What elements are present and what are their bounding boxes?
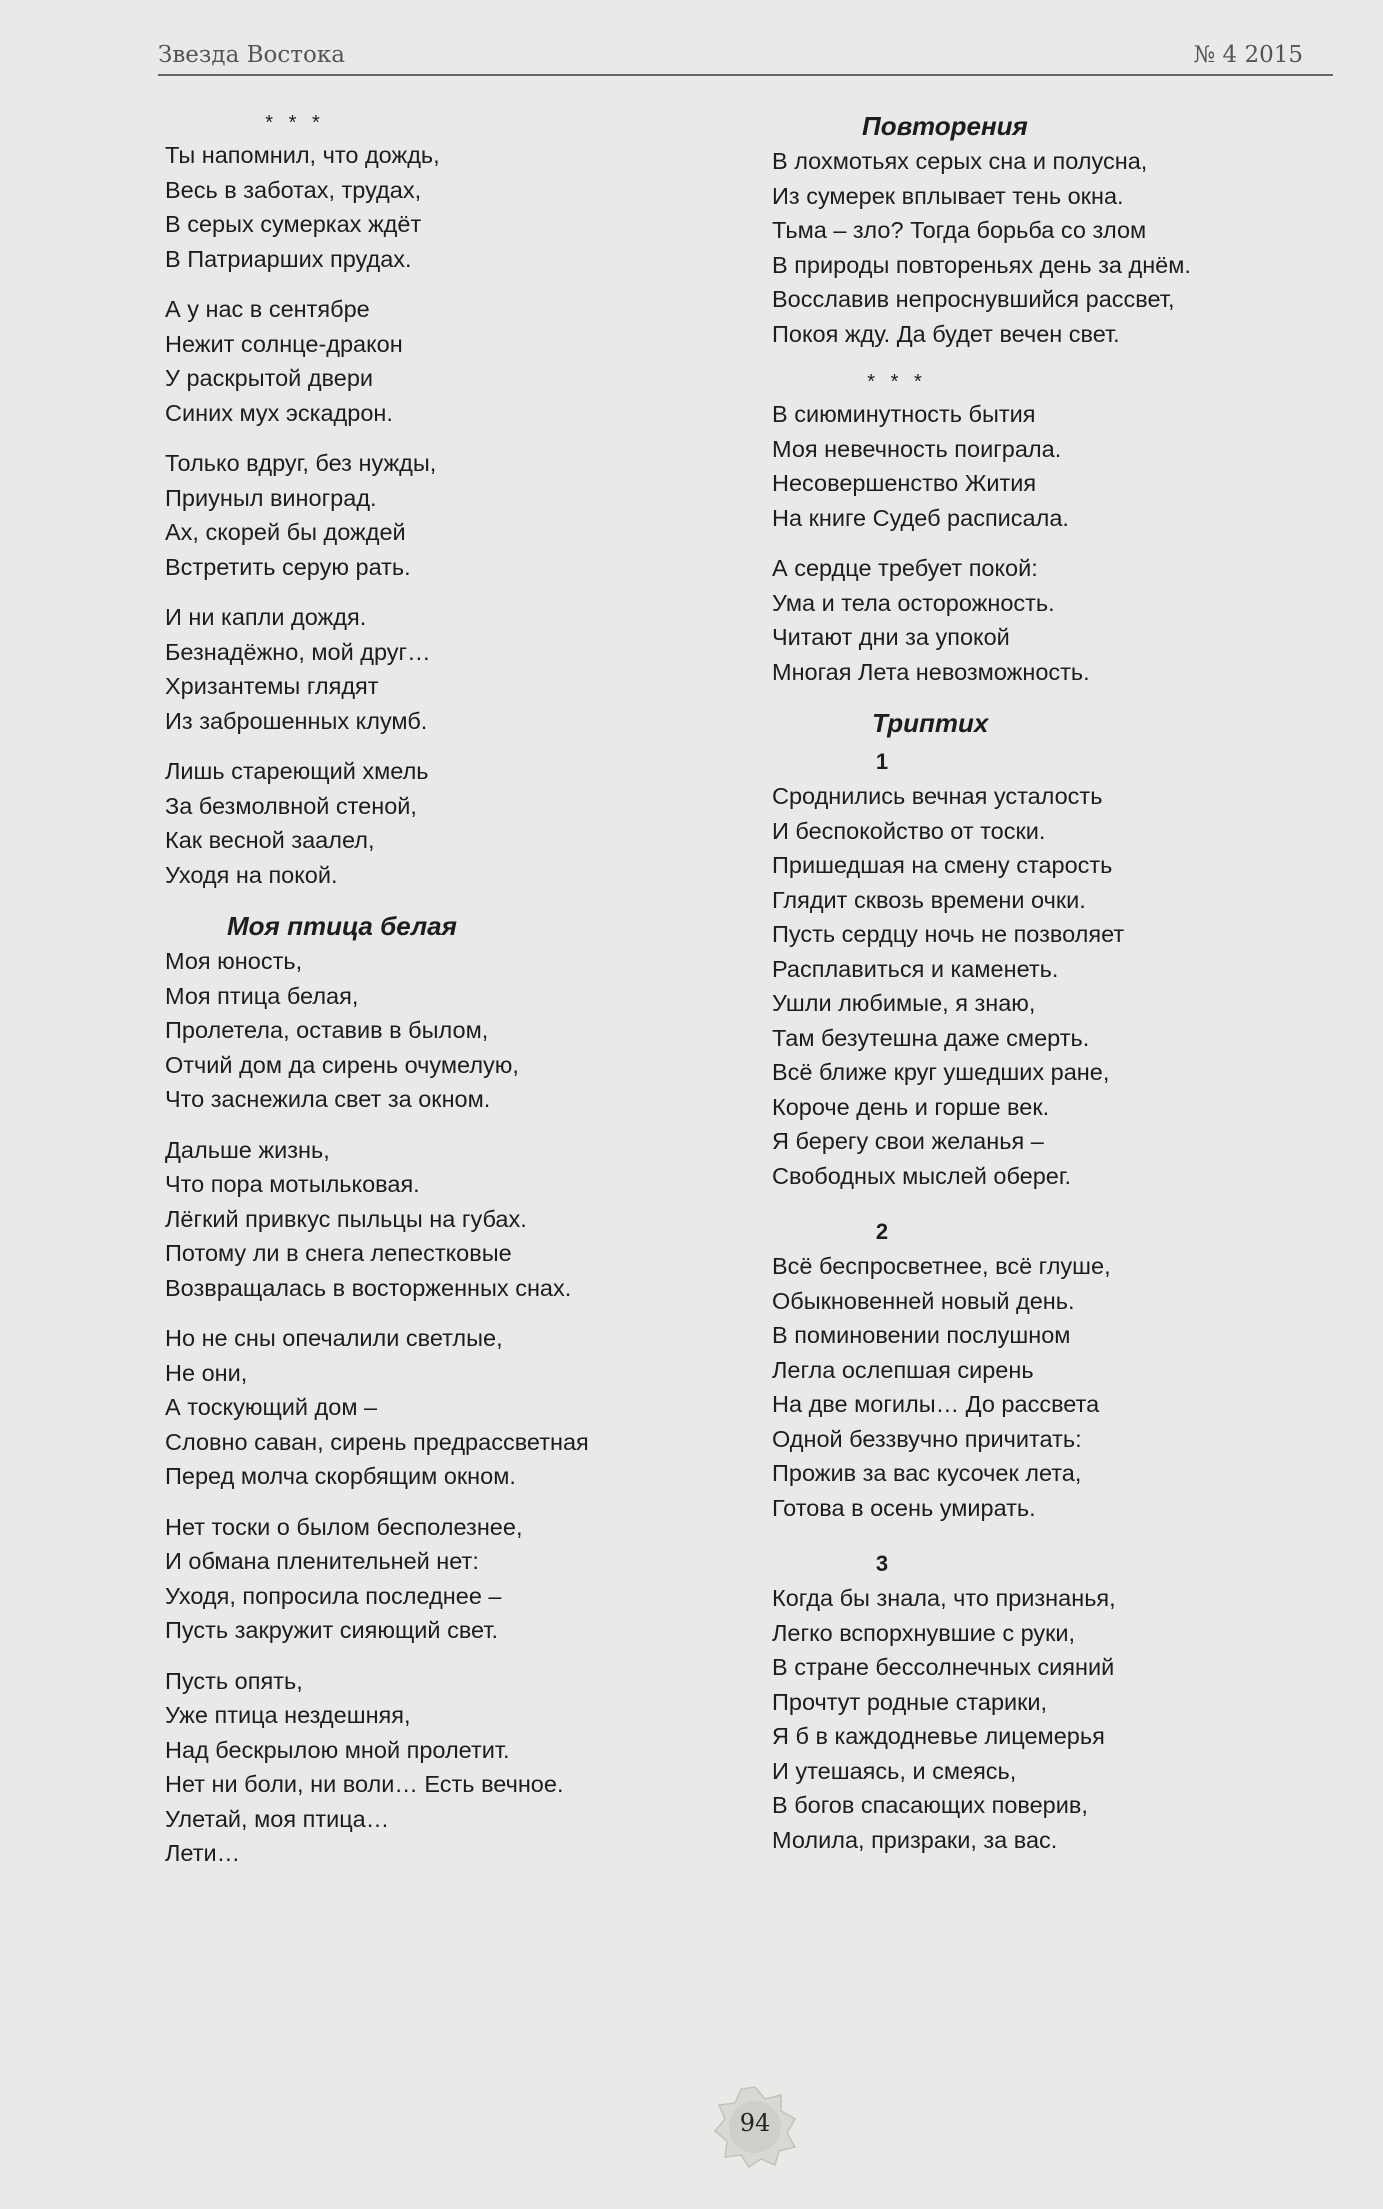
poem-line: И беспокойство от тоски. <box>772 817 1046 844</box>
poem-line: А сердце требует покой: <box>772 555 1038 581</box>
poem-line: Как весной заалел, <box>165 827 375 853</box>
poem-line: Тьма – зло? Тогда борьба со злом <box>772 217 1147 243</box>
poem-title: Триптих <box>872 708 989 738</box>
poem-my-white-bird <box>165 944 735 1871</box>
poem-line: И ни капли дождя. <box>165 604 367 630</box>
poem-line: Всё беспросветнее, всё глуше, <box>772 1253 1111 1279</box>
poem-line: Сроднились вечная усталость <box>772 783 1103 809</box>
page-number-badge <box>713 2085 797 2169</box>
poem-line: Ума и тела осторожность. <box>772 589 1055 616</box>
poem-line: Только вдруг, без нужды, <box>165 450 437 476</box>
poem-line: Я берегу свои желанья – <box>772 1128 1044 1154</box>
poem-line: Нет тоски о былом бесполезнее, <box>165 1513 523 1540</box>
poem-line: Возвращалась в восторженных снах. <box>165 1274 572 1301</box>
poem-line: Безнадёжно, мой друг… <box>165 638 431 665</box>
poem-line: Моя юность, <box>165 948 303 974</box>
poem-line: В поминовении послушном <box>772 1322 1071 1348</box>
poem-line: Уходя на покой. <box>165 861 338 888</box>
poem-untitled-2 <box>772 397 1342 689</box>
poem-line: Нет ни боли, ни воли… Есть вечное. <box>165 1771 564 1797</box>
poem-line: В лохмотьях серых сна и полусна, <box>772 148 1148 174</box>
stanza <box>165 1510 735 1648</box>
stanza <box>165 1664 735 1871</box>
poem-line: Лёгкий привкус пыльцы на губах. <box>165 1205 527 1232</box>
poem-line: Дальше жизнь, <box>165 1136 330 1163</box>
poem-line: Отчий дом да сирень очумелую, <box>165 1051 519 1078</box>
poem-line: Моя птица белая, <box>165 982 359 1009</box>
poem-line: Прочтут родные старики, <box>772 1688 1048 1715</box>
poem-line: Обыкновенней новый день. <box>772 1287 1075 1314</box>
poem-line: Нежит солнце-дракон <box>165 330 403 357</box>
poem-line: Встретить серую рать. <box>165 553 411 580</box>
poem-line: Готова в осень умирать. <box>772 1494 1036 1521</box>
poem-line: Синих мух эскадрон. <box>165 399 393 426</box>
poem-repetitions <box>772 144 1342 351</box>
poem-line: На две могилы… До рассвета <box>772 1391 1100 1417</box>
poem-line: И утешаясь, и смеясь, <box>772 1757 1017 1784</box>
poem-line: Пришедшая на смену старость <box>772 852 1113 878</box>
poem-line: Из сумерек вплывает тень окна. <box>772 182 1124 209</box>
poem-line: На книге Судеб расписала. <box>772 504 1069 531</box>
stanza <box>165 292 735 430</box>
stanza <box>165 600 735 738</box>
stanza <box>165 446 735 584</box>
right-column <box>772 108 1342 1879</box>
part-number: 1 <box>875 749 889 774</box>
poem-line: Пусть закружит сияющий свет. <box>165 1617 499 1643</box>
stanza <box>772 1581 1342 1857</box>
poem-line: Над бескрылою мной пролетит. <box>165 1736 510 1763</box>
poem-title: Повторения <box>862 111 1028 141</box>
poem-line: Перед молча скорбящим окном. <box>165 1463 516 1489</box>
poem-line: Хризантемы глядят <box>165 673 379 699</box>
poem-line: У раскрытой двери <box>165 365 374 391</box>
poem-line: Глядит сквозь времени очки. <box>772 886 1086 913</box>
poem-line: Лишь стареющий хмель <box>165 758 429 784</box>
poem-line: Расплавиться и каменеть. <box>772 955 1059 982</box>
stanza <box>165 1321 735 1494</box>
poem-line: Пусть сердцу ночь не позволяет <box>772 921 1125 947</box>
left-column <box>165 108 735 1887</box>
stanza <box>772 551 1342 689</box>
poem-line: Короче день и горше век. <box>772 1093 1050 1120</box>
page-number: 94 <box>739 2109 771 2137</box>
poem-title: Моя птица белая <box>227 911 457 941</box>
poem-line: Всё ближе круг ушедших ране, <box>772 1059 1110 1085</box>
issue-number: № 4 2015 <box>1193 42 1303 68</box>
poem-line: В богов спасающих поверив, <box>772 1792 1088 1818</box>
poem-line: Что заснежила свет за окном. <box>165 1086 491 1112</box>
stanza <box>165 754 735 892</box>
poem-line: За безмолвной стеной, <box>165 792 417 819</box>
part-number: 3 <box>875 1551 889 1576</box>
poem-line: Несовершенство Жития <box>772 470 1037 496</box>
poem-line: Что пора мотыльковая. <box>165 1171 420 1197</box>
poem-line: Улетай, моя птица… <box>165 1805 390 1832</box>
poem-line: Но не сны опечалили светлые, <box>165 1325 503 1351</box>
poem-line: Читают дни за упокой <box>772 624 1010 650</box>
poem-line: Моя невечность поиграла. <box>772 435 1062 462</box>
stanza <box>165 138 735 276</box>
poem-line: А у нас в сентябре <box>165 296 370 322</box>
poem-line: Не они, <box>165 1359 248 1386</box>
poem-line: Лети… <box>165 1840 241 1866</box>
poem-line: Весь в заботах, трудах, <box>165 176 422 203</box>
poem-line: Свободных мыслей оберег. <box>772 1162 1072 1189</box>
stanza <box>165 1133 735 1306</box>
poem-line: Я б в каждодневье лицемерья <box>772 1723 1105 1749</box>
poem-line: Молила, призраки, за вас. <box>772 1826 1058 1853</box>
section-stars: * * * <box>867 371 927 393</box>
poem-line: Легко вспорхнувшие с руки, <box>772 1619 1076 1646</box>
poem-line: Когда бы знала, что признанья, <box>772 1585 1116 1611</box>
stanza <box>165 944 735 1117</box>
poem-line: В природы повтореньях день за днём. <box>772 251 1191 278</box>
poem-line: Легла ослепшая сирень <box>772 1356 1034 1383</box>
running-header <box>158 38 1333 78</box>
poem-line: Восславив непроснувшийся рассвет, <box>772 286 1175 312</box>
poem-line: Пролетела, оставив в былом, <box>165 1017 489 1043</box>
poem-line: В стране бессолнечных сияний <box>772 1654 1115 1680</box>
poem-line: Многая Лета невозможность. <box>772 658 1090 685</box>
poem-line: Ты напомнил, что дождь, <box>165 142 440 168</box>
poem-line: В серых сумерках ждёт <box>165 211 422 237</box>
poem-line: Словно саван, сирень предрассветная <box>165 1428 589 1455</box>
journal-name: Звезда Востока <box>158 42 345 68</box>
poem-line: Покоя жду. Да будет вечен свет. <box>772 320 1120 347</box>
poem-line: Там безутешна даже смерть. <box>772 1024 1090 1051</box>
poem-line: Уходя, попросила последнее – <box>165 1582 502 1609</box>
poem-line: И обмана пленительней нет: <box>165 1548 479 1574</box>
poem-line: Прожив за вас кусочек лета, <box>772 1460 1082 1486</box>
poem-line: Ушли любимые, я знаю, <box>772 990 1036 1016</box>
stanza <box>772 779 1342 1193</box>
poem-triptych <box>772 745 1342 1857</box>
part-number: 2 <box>875 1219 889 1244</box>
stanza <box>772 397 1342 535</box>
poem-line: Приуныл виноград. <box>165 484 377 511</box>
poem-line: А тоскующий дом – <box>165 1394 378 1420</box>
poem-line: В Патриарших прудах. <box>165 245 412 272</box>
poem-line: Одной беззвучно причитать: <box>772 1425 1082 1452</box>
poem-line: Уже птица нездешняя, <box>165 1702 411 1728</box>
section-stars: * * * <box>265 112 325 134</box>
stanza <box>772 1249 1342 1525</box>
poem-line: Из заброшенных клумб. <box>165 707 428 734</box>
poem-line: Потому ли в снега лепестковые <box>165 1240 512 1266</box>
header-rule <box>158 74 1333 76</box>
poem-line: Пусть опять, <box>165 1667 303 1694</box>
poem-untitled <box>165 138 735 892</box>
stanza <box>772 144 1342 351</box>
poem-line: В сиюминутность бытия <box>772 401 1036 427</box>
poem-line: Ах, скорей бы дождей <box>165 519 406 545</box>
